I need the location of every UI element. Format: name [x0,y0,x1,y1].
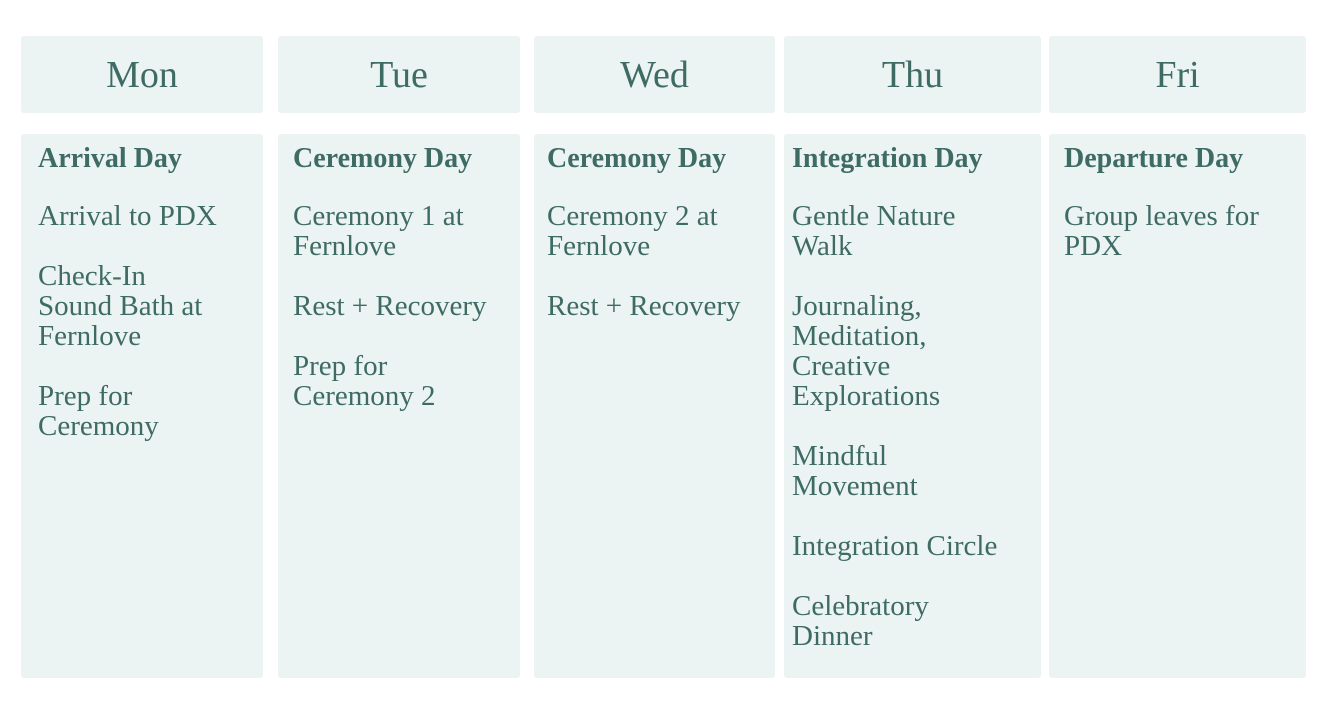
schedule-item-line: Mindful [792,440,888,472]
schedule-item [38,201,249,231]
schedule-item-line: Prep for [293,350,388,382]
schedule-item-line: Prep for [38,380,133,412]
schedule-item [293,201,506,261]
day-column-wed [534,134,775,678]
day-header-tue: Tue [278,36,520,113]
day-title: Departure Day [1064,143,1244,174]
day-column-fri [1049,134,1306,678]
day-title: Arrival Day [38,143,182,174]
day-header-wed: Wed [534,36,775,113]
schedule-item-line: Gentle Nature [792,200,956,232]
day-column-mon [21,134,263,678]
schedule-item [547,201,761,261]
day-header-thu: Thu [784,36,1041,113]
schedule-item [1064,201,1292,261]
schedule-item-line: Check-In [38,260,146,292]
schedule-item-line: Integration Circle [792,530,998,562]
schedule-item [293,351,506,411]
schedule-item-line: Rest + Recovery [547,290,741,322]
schedule-item-line: Ceremony 1 at [293,200,464,232]
schedule-item [792,201,1027,261]
day-column-thu [784,134,1041,678]
schedule-item-line: Ceremony 2 [293,380,436,412]
schedule-item-line: Dinner [792,620,873,652]
day-title: Ceremony Day [547,143,727,174]
schedule-item-line: Walk [792,230,853,262]
schedule-item-line: Movement [792,470,918,502]
schedule-item [792,591,1027,651]
schedule-item-line: Fernlove [293,230,397,262]
day-header-mon: Mon [21,36,263,113]
day-title: Ceremony Day [293,143,473,174]
day-column-tue [278,134,520,678]
schedule-item [792,531,1027,561]
schedule-item-line: Ceremony [38,410,159,442]
schedule-item-line: Meditation, [792,320,927,352]
schedule-item-line: Journaling, [792,290,922,322]
schedule-item [792,441,1027,501]
schedule-item [792,291,1027,411]
schedule-item-line: Celebratory [792,590,929,622]
schedule-item [547,291,761,321]
schedule-item-line: Ceremony 2 at [547,200,718,232]
day-title: Integration Day [792,143,983,174]
schedule-item-line: Fernlove [38,320,142,352]
schedule-item-line: Creative [792,350,891,382]
schedule-item-line: Rest + Recovery [293,290,487,322]
schedule-item-line: Fernlove [547,230,651,262]
schedule-item-line: PDX [1064,230,1123,262]
schedule-item-line: Explorations [792,380,941,412]
schedule-item [38,261,249,351]
schedule-item-line: Arrival to PDX [38,200,217,232]
schedule-item-line: Group leaves for [1064,200,1259,232]
day-header-fri: Fri [1049,36,1306,113]
schedule-item [38,381,249,441]
schedule-item [293,291,506,321]
schedule-item-line: Sound Bath at [38,290,203,322]
